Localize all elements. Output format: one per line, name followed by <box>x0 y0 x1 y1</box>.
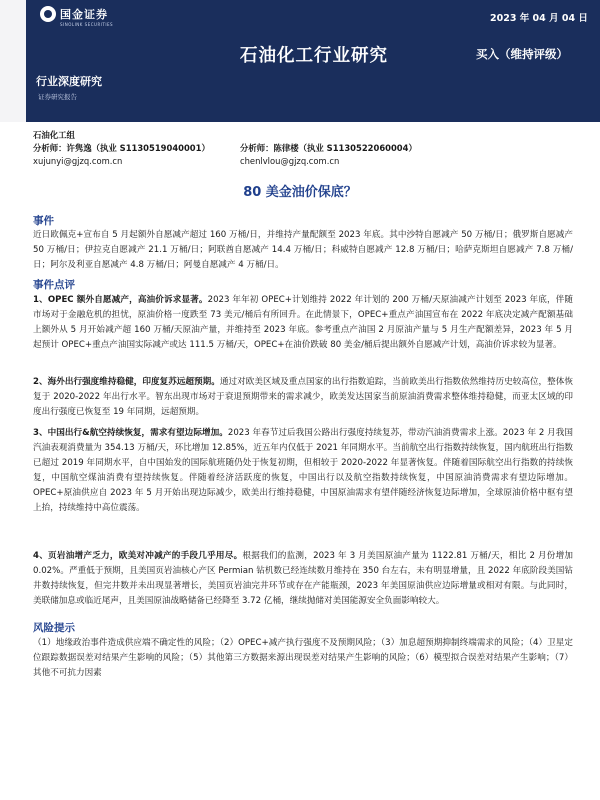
analyst-2-email[interactable]: chenlvlou@gjzq.com.cn <box>240 156 340 166</box>
point-2-body: 通过对欧美区域及重点国家的出行指数追踪，当前欧美出行指数依然维持历史较高位，整体恢复于 2020-2022 年出行水平。智东出现市场对于衰退预期带来的需求减少，欧美发达国家当前原油消费需求整体维持稳健，而亚太区域的印度出行强度已恢复至 19 年同期，远超预期。 <box>33 377 573 418</box>
point-3 <box>33 426 573 517</box>
point-2 <box>33 375 573 420</box>
point-3-body: 2023 年春节过后我国公路出行强度持续复苏，带动汽油消费需求上涨。2023 年 2 月我国汽油表观消费量为 354.13 万桶/天，环比增加 12.85%，近五年内仅低于 2021 年同期水平。当前航空出行指数持续恢复，国内航班出行指数已超过 2019 年同期水平，自中国始发的国际航班随仍处于恢复初期，但相较于 2020-2022 年显著恢复。伴随着国际航空出行指数的持续恢复，中国航空煤油消费有望持续恢复。伴随着经济活跃度的恢复，中国出行以及航空指数持续恢复，中国原油消费需求有望边际增加。OPEC+原油供应自 2023 年 5 月开始出现边际减少，欧美出行维持稳健，中国原油需求有望伴随经济恢复边际增加，全球原油价格中枢有望上抬，持续维持中高位震荡。 <box>33 428 574 514</box>
point-4-body: 根据我们的监测，2023 年 3 月美国原油产量为 1122.81 万桶/天，相比 2 月份增加 0.02%。严重低于预期，且美国页岩油核心产区 Permian 钻机数已经连续数月维持在 350 台左右，未有明显增量，且 2022 年底阶段美国钻井数持续恢复，但完井数并未出现显著增长，美国页岩油完井环节或存在产能瓶颈，2023 年美国原油供应边际增量或相对有限。与此同时，美联储加息或临近尾声，且美国原油战略储备已经降至 3.72 亿桶，继续抛储对美国能源安全负面影响较大。 <box>33 551 573 607</box>
report-date: 2023 年 04 月 04 日 <box>490 13 588 24</box>
point-1-head: 1、OPEC 额外自愿减产，高油价诉求显著。 <box>33 295 208 305</box>
brand-name: 国金证券 <box>60 8 108 21</box>
point-1 <box>33 293 573 353</box>
article-title: 80 美金油价保底？ <box>243 185 357 200</box>
report-type: 行业深度研究 <box>36 75 102 88</box>
brand-logo-icon <box>40 6 56 22</box>
point-3-head: 3、中国出行&航空持续恢复，需求有望边际增加。 <box>33 428 228 438</box>
section-comment-heading: 事件点评 <box>33 279 75 291</box>
brand-subtitle: SINOLINK SECURITIES <box>60 22 114 27</box>
point-1-body: 2023 年年初 OPEC+计划维持 2022 年计划的 200 万桶/天原油减产计划至 2023 年底，伴随市场对于金融危机的担忧，原油价格一度跌至 73 美元/桶后有所回升。在此情景下，OPEC+重点产油国宣布在 2022 年底决定减产配额基础上额外从 5 月开始减产超 160 万桶/天原油产量，并维持至 2023 年底。参考重点产油国 2 月原油产量与 5 月生产配额差异，2023 年 5 月起预计 OPEC+重点产油国实际减产或达 111.5 万桶/天，OPEC+在油价跌破 80 美金/桶后提出额外自愿减产计划，高油价诉求较为显著。 <box>33 295 573 351</box>
brand-logo <box>40 6 108 22</box>
analyst-2: 分析师：陈律楼（执业 S1130522060004） <box>240 143 417 153</box>
point-4 <box>33 549 573 609</box>
report-header <box>0 0 600 122</box>
team-name: 石油化工组 <box>33 130 75 140</box>
event-paragraph: 近日欧佩克+宣布自 5 月起额外自愿减产超过 160 万桶/日，并维持产量配额至 2023 年底。其中沙特自愿减产 50 万桶/日；俄罗斯自愿减产 50 万桶/日；伊拉克自愿减产 21.1 万桶/日；阿联酋自愿减产 14.4 万桶/日；科威特自愿减产 12.8 万桶/日；哈萨克斯坦自愿减产 7.8 万桶/日；阿尔及利亚自愿减产 4.8 万桶/日；阿曼自愿减产 4 万桶/日。 <box>33 230 573 271</box>
report-category: 证券研究报告 <box>38 93 77 101</box>
section-event-heading: 事件 <box>33 215 54 227</box>
analyst-info <box>33 129 573 168</box>
point-2-head: 2、海外出行强度维持稳健，印度复苏远超预期。 <box>33 377 220 387</box>
risk-paragraph: （1）地缘政治事件造成供应端不确定性的风险；（2）OPEC+减产执行强度不及预期风险；（3）加息超预期抑制终端需求的风险；（4）卫星定位跟踪数据误差对结果产生影响的风险；（5）其他第三方数据来源出现误差对结果产生影响的风险；（6）模型拟合误差对结果产生影响；（7）其他不可抗力因素 <box>33 638 573 679</box>
rating-badge: 买入（维持评级） <box>476 47 568 61</box>
analyst-1: 分析师：许隽逸（执业 S1130519040001） <box>33 143 210 153</box>
analyst-1-email[interactable]: xujunyi@gjzq.com.cn <box>33 156 123 166</box>
section-risk-heading: 风险提示 <box>33 622 75 634</box>
report-title: 石油化工行业研究 <box>240 46 388 66</box>
point-4-head: 4、页岩油增产乏力，欧美对冲减产的手段几乎用尽。 <box>33 551 243 561</box>
